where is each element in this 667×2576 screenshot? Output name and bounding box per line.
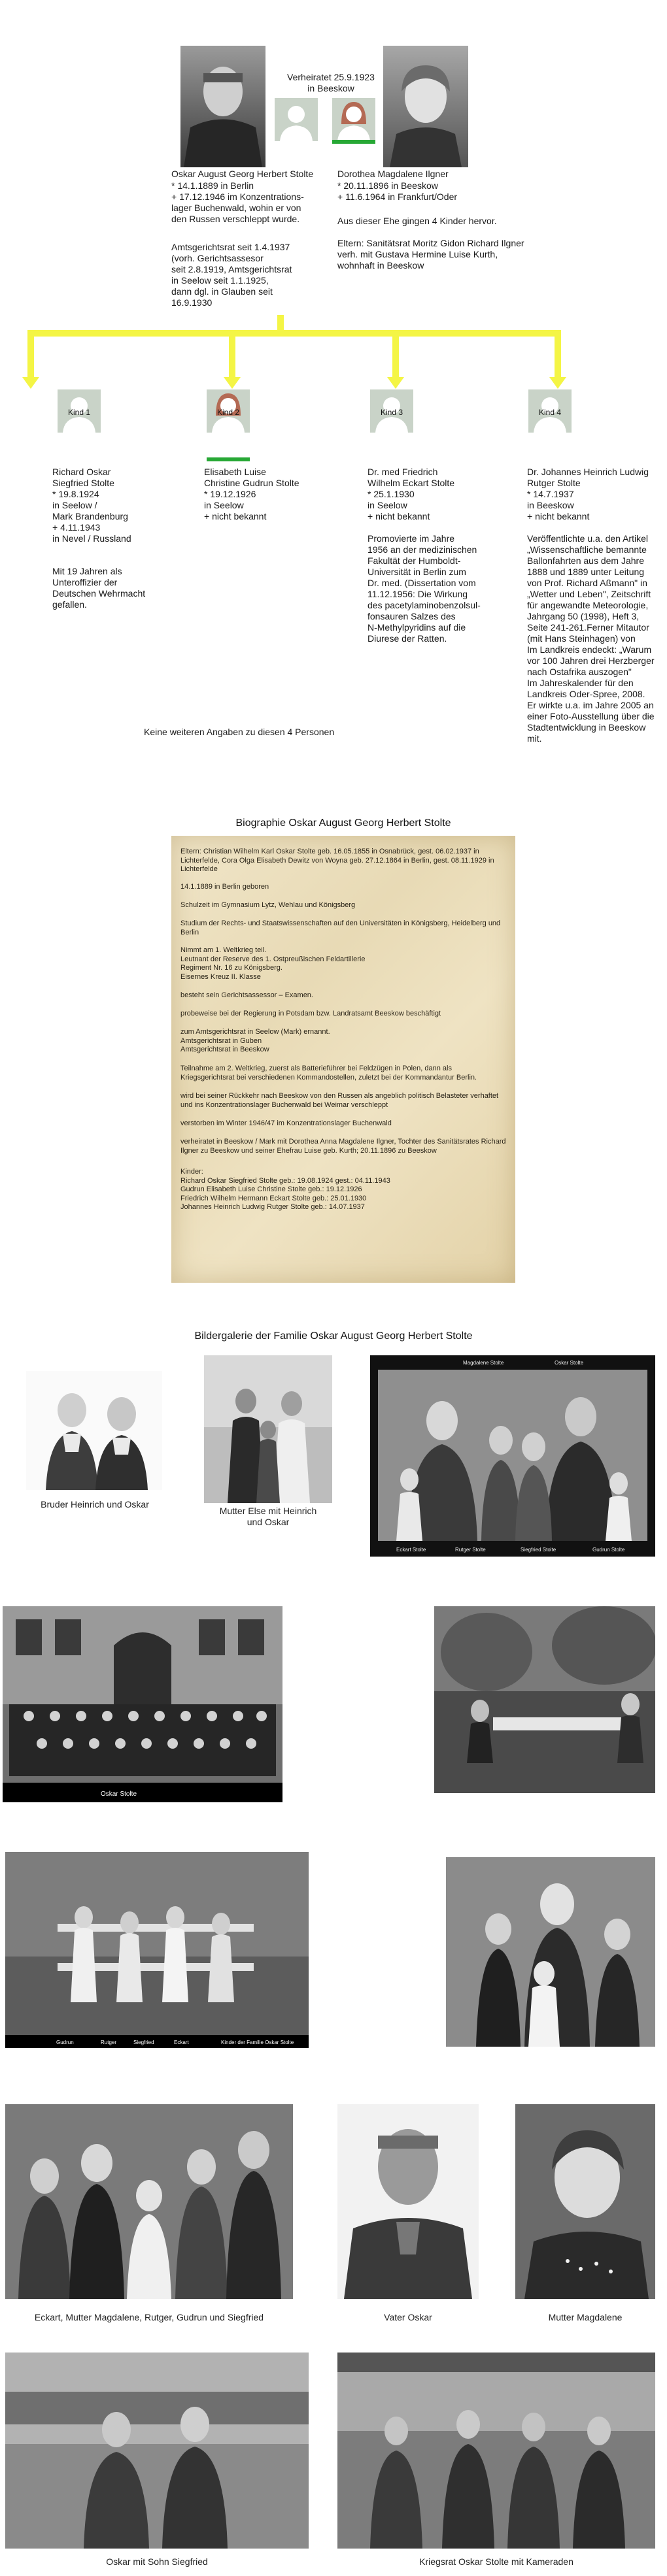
child-4-label: Kind 4 [538,408,562,417]
child-4-extra: Veröffentlichte u.a. den Artikel „Wissenschaftliche bemannte Ballonfahrten aus dem Jahre 1888 und 1889 unter Leitung von Prof. Richard Aßmann" in „Wetter und Leben", Zeitschrift für angewandte Meteorologie, Jahrgang 50 (1998), Heft 3, Seite 241-261.Ferner Mitautor (mit Hans Steinhagen) von Im Landkreis endeckt: „Warum vor 100 Jahren drei Herzberger nach Ostafrika auszogen" Im Jahreskalender für den Landkreis Oder-Spree, 2008. Er wirkte u.a. im Jahre 2005 an einer Foto-Ausstellung über die Stadtentwicklung in Beeskow mit. [527,533,655,744]
child-3-avatar [370,389,413,433]
caption-kriegsrat: Kriegsrat Oskar Stolte mit Kameraden [419,2556,573,2567]
photo-mother-else[interactable] [204,1355,332,1503]
connector-arrows [0,0,667,392]
child-4-text: Dr. Johannes Heinrich Ludwig Rutger Stolte * 14.7.1937 in Beeskow + nicht bekannt [527,467,649,521]
bio-p1: Eltern: Christian Wilhelm Karl Oskar Stolte geb. 16.05.1855 in Osnabrück, gest. 06.02.1937 in Lichterfelde, Cora Olga Elisabeth Dewitz von Woyna geb. 27.12.1864 in Berlin, gest. 08.11.1929 in Lichterfelde [180,848,494,873]
photo-bench-children[interactable] [5,1852,309,2048]
photo-mutter-magdalene[interactable] [515,2104,655,2299]
husband-details: * 14.1.1889 in Berlin + 17.12.1946 im Konzentrations- lager Buchenwald, wohin er von den Russen verschleppt wurde. [171,180,304,224]
photo-brothers[interactable] [26,1371,162,1490]
children-note: Aus dieser Ehe gingen 4 Kinder hervor. [337,216,497,226]
husband-career: Amtsgerichtsrat seit 1.4.1937 (vorh. Gerichtsassesor seit 2.8.1919, Amtsgerichtsrat in Seelow seit 1.1.1925, dann dgl. in Glauben seit 16.9.1930 [171,242,292,308]
label-oskar: Oskar Stolte [555,1360,584,1366]
label-oskar-stolte: Oskar Stolte [101,1791,137,1798]
wife-name: Dorothea Magdalene Ilgner [337,169,449,179]
label-bench-kinder: Kinder der Familie Oskar Stolte [221,2039,294,2045]
bio-p5: Nimmt am 1. Weltkrieg teil. Leutnant der Reserve des 1. Ostpreußischen Feldartillerie Regiment Nr. 16 zu Königsberg. Eisernes Kreuz II. Klasse [180,946,366,981]
child-3-label: Kind 3 [380,408,403,417]
label-bench-eckart: Eckart [174,2039,189,2045]
married-note: Verheiratet 25.9.1923 in Beeskow [287,72,375,93]
wife-details: * 20.11.1896 in Beeskow + 11.6.1964 in Frankfurt/Oder [337,180,458,202]
bio-p4: Studium der Rechts- und Staatswissenschaften auf den Universitäten in Königsberg, Heidelberg und Berlin [180,919,501,936]
child-2-text: Elisabeth Luise Christine Gudrun Stolte * 19.12.1926 in Seelow + nicht bekannt [204,467,299,521]
caption-vater-oskar: Vater Oskar [384,2312,432,2322]
label-magdalene: Magdalene Stolte [463,1360,504,1366]
biography-title: Biographie Oskar August Georg Herbert Stolte [235,817,451,829]
label-rutger: Rutger Stolte [455,1547,486,1553]
photo-family-large[interactable] [370,1355,655,1557]
child-1-label: Kind 1 [67,408,91,417]
label-bench-gudrun: Gudrun [56,2039,74,2045]
label-siegfried: Siegfried Stolte [521,1547,556,1553]
photo-five-family[interactable] [5,2104,293,2299]
bio-p9: Teilnahme am 2. Weltkrieg, zuerst als Batterieführer bei Feldzügen in Polen, dann als Kriegsgerichtsrat bei verschiedenen Kommandostellen, zuletzt bei der Kommandantur Berlin. [180,1065,477,1082]
child-2-label: Kind 2 [216,408,240,417]
label-gudrun: Gudrun Stolte [592,1547,625,1553]
photo-garden-table[interactable] [434,1606,655,1793]
child-4-avatar [528,389,572,433]
bio-p3: Schulzeit im Gymnasium Lytz, Wehlau und Königsberg [180,901,356,909]
child-3-text: Dr. med Friedrich Wilhelm Eckart Stolte * 25.1.1930 in Seelow + nicht bekannt [368,467,455,521]
caption-oskar-siegfried: Oskar mit Sohn Siegfried [106,2556,208,2567]
bio-p10: wird bei seiner Rückkehr nach Beeskow von den Russen als angeblich politisch Belasteter verhaftet und ins Konzentrationslager Buchenwald bei Weimar verschleppt [180,1092,499,1109]
bio-p11: verstorben im Winter 1946/47 im Konzentrationslager Buchenwald [180,1119,392,1127]
gallery-title: Bildergalerie der Familie Oskar August Georg Herbert Stolte [194,1330,473,1342]
photo-oskar-siegfried[interactable] [5,2353,309,2549]
no-more-info: Keine weiteren Angaben zu diesen 4 Personen [144,727,335,737]
bio-p13: Kinder: Richard Oskar Siegfried Stolte geb.: 19.08.1924 gest.: 04.11.1943 Gudrun Elisabeth Luise Christine Stolte geb.: 19.12.1926 Friedrich Wilhelm Hermann Eckart Stolte geb.: 25.01.1930 Johannes Heinrich Ludwig Rutger Stolte geb.: 14.07.1937 [180,1168,390,1211]
biography-sheet [171,836,515,1283]
husband-name: Oskar August Georg Herbert Stolte [171,169,314,179]
bio-p8: zum Amtsgerichtsrat in Seelow (Mark) ernannt. Amtsgerichtsrat in Guben Amtsgerichtsrat in Beeskow [180,1028,330,1053]
bio-p2: 14.1.1889 in Berlin geboren [180,883,269,891]
label-eckart: Eckart Stolte [396,1547,426,1553]
label-bench-rutger: Rutger [101,2039,117,2045]
caption-brothers: Bruder Heinrich und Oskar [41,1499,149,1510]
label-bench-siegfried: Siegfried [133,2039,154,2045]
photo-kriegsrat-kameraden[interactable] [337,2353,655,2549]
bio-p12: verheiratet in Beeskow / Mark mit Dorothea Anna Magdalene Ilgner, Tochter des Sanitätsrates Richard Ilgner zu Beeskow und seiner Ehefrau Luise geb. Kurth; 20.11.1896 zu Beeskow [180,1138,506,1155]
wife-parents: Eltern: Sanitätsrat Moritz Gidon Richard Ilgner verh. mit Gustava Hermine Luise Kurth, wohnhaft in Beeskow [337,238,524,271]
photo-mother-children[interactable] [446,1857,655,2047]
child-1-avatar [58,389,101,433]
child-1-extra: Mit 19 Jahren als Unteroffizier der Deutschen Wehrmacht gefallen. [52,566,146,610]
caption-five-family: Eckart, Mutter Magdalene, Rutger, Gudrun und Siegfried [34,2312,264,2322]
child-1-text: Richard Oskar Siegfried Stolte * 19.8.1924 in Seelow / Mark Brandenburg + 4.11.1943 in Nevel / Russland [52,467,131,544]
bio-p7: probeweise bei der Regierung in Potsdam bzw. Landratsamt Beeskow beschäftigt [180,1010,441,1017]
child-2-avatar [207,389,250,433]
bio-p6: besteht sein Gerichtsassessor – Examen. [180,991,313,999]
caption-mutter-magdalene: Mutter Magdalene [548,2312,623,2322]
photo-group-building[interactable] [3,1606,282,1802]
caption-mother-else: Mutter Else mit Heinrich und Oskar [219,1506,317,1527]
child-2-green-bar [207,457,250,461]
photo-vater-oskar[interactable] [337,2104,479,2299]
child-3-extra: Promovierte im Jahre 1956 an der medizinischen Fakultät der Humboldt- Universität in Berlin zum Dr. med. (Dissertation vom 11.12.1956: Die Wirkung des pacetylaminobenzolsul- fonsauren Salzes des N-Methylpyridins auf die Diurese der Ratten. [368,533,481,644]
